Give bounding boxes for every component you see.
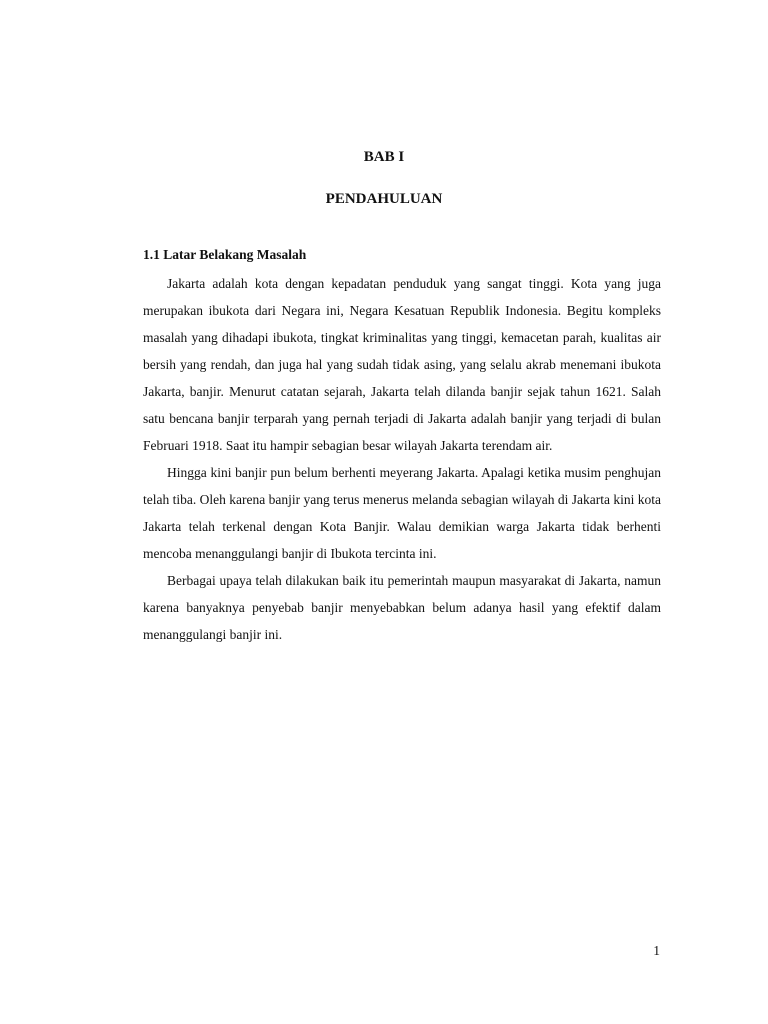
chapter-title: PENDAHULUAN (325, 191, 443, 207)
chapter-number: BAB I (363, 149, 405, 165)
paragraph-1: Jakarta adalah kota dengan kepadatan penduduk yang sangat tinggi. Kota yang juga merupakan ibukota dari Negara ini, Negara Kesatuan Republik Indonesia. Begitu kompleks masalah yang dihadapi ibukota, tingkat kriminalitas yang tinggi, kemacetan parah, kualitas air bersih yang rendah, dan juga hal yang sudah tidak asing, yang selalu akrab menemani ibukota Jakarta, banjir. Menurut catatan sejarah, Jakarta telah dilanda banjir sejak tahun 1621. Salah satu bencana banjir terparah yang pernah terjadi di Jakarta adalah banjir yang terjadi di bulan Februari 1918. Saat itu hampir sebagian besar wilayah Jakarta terendam air. (143, 276, 661, 453)
section-heading: 1.1 Latar Belakang Masalah (143, 247, 307, 262)
paragraph-2: Hingga kini banjir pun belum berhenti meyerang Jakarta. Apalagi ketika musim penghujan telah tiba. Oleh karena banjir yang terus menerus melanda sebagian wilayah di Jakarta kini kota Jakarta telah terkenal dengan Kota Banjir. Walau demikian warga Jakarta tidak berhenti mencoba menanggulangi banjir di Ibukota tercinta ini. (143, 465, 661, 561)
paragraph-3: Berbagai upaya telah dilakukan baik itu pemerintah maupun masyarakat di Jakarta, namun karena banyaknya penyebab banjir menyebabkan belum adanya hasil yang efektif dalam menanggulangi banjir ini. (143, 573, 661, 642)
body-text (143, 270, 661, 648)
page-number: 1 (653, 943, 660, 958)
